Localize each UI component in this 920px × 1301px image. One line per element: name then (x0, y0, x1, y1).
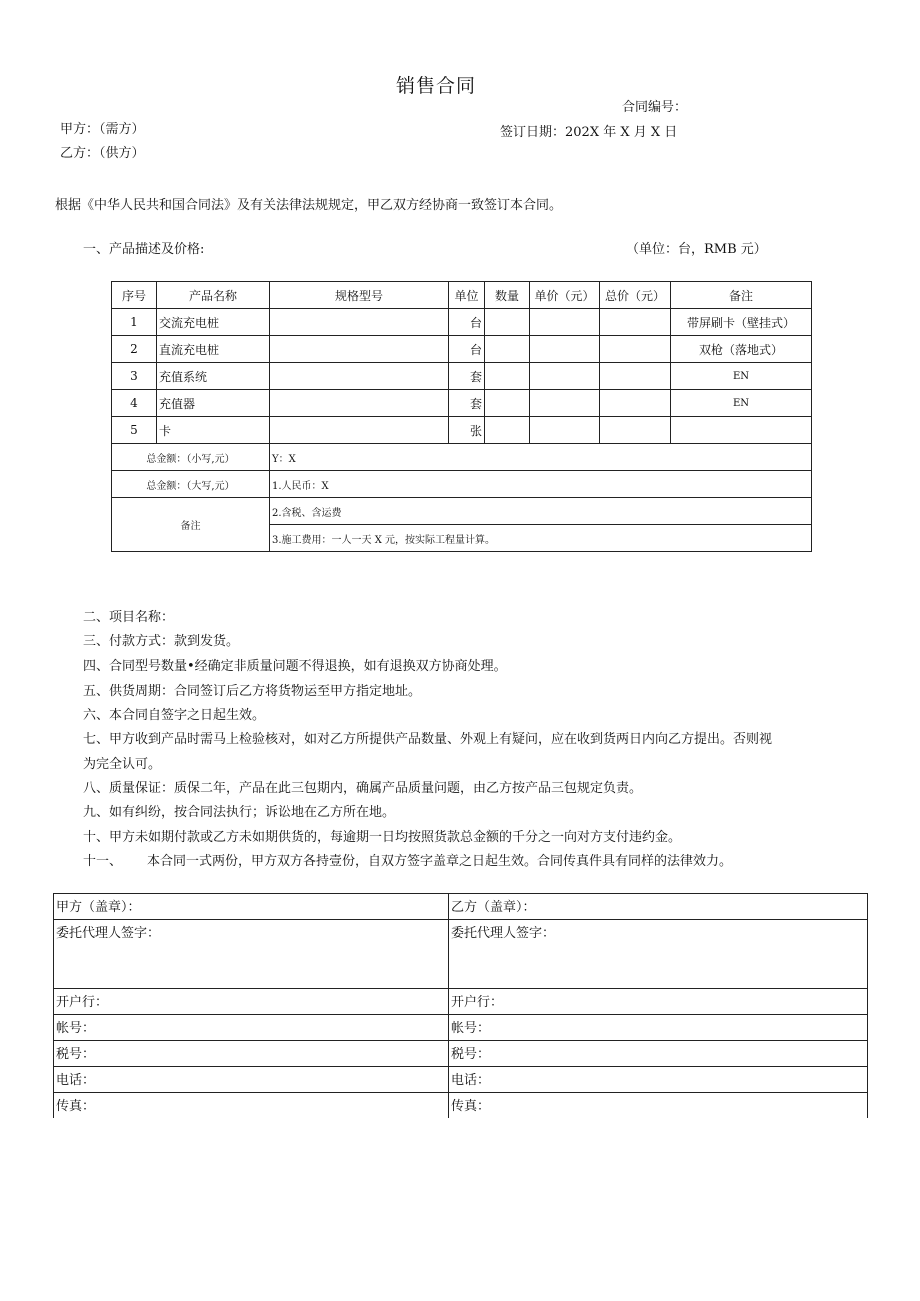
row-qty (485, 309, 530, 336)
header-name: 产品名称 (157, 282, 270, 309)
row-no: 1 (112, 309, 157, 336)
row-remark: EN (671, 363, 812, 390)
party-b-label: 乙方：（供方） (60, 146, 145, 161)
total-lower-value: Y：X (270, 444, 812, 471)
clause-6: 六、本合同自签字之日起生效。 (83, 708, 266, 723)
party-b-tax: 税号： (449, 1041, 868, 1067)
party-b-agent-signature: 委托代理人签字： (449, 920, 868, 989)
header-price: 单价（元） (530, 282, 600, 309)
party-a-tax: 税号： (54, 1041, 449, 1067)
intro-paragraph: 根据《中华人民共和国合同法》及有关法律法规规定，甲乙双方经协商一致签订本合同。 (55, 198, 563, 213)
party-a-fax: 传真： (54, 1093, 449, 1119)
table-row (112, 390, 812, 417)
party-b-seal: 乙方（盖章）： (449, 894, 868, 920)
table-row (112, 363, 812, 390)
section1-heading: 一、产品描述及价格: (83, 242, 205, 257)
row-unit: 台 (449, 309, 485, 336)
row-name: 交流充电桩 (157, 309, 270, 336)
row-spec (270, 336, 449, 363)
sign-date: 签订日期：202X 年 X 月 X 日 (500, 125, 678, 140)
table-header-row (112, 282, 812, 309)
row-no: 2 (112, 336, 157, 363)
remark-row (112, 498, 812, 525)
clause-7: 七、甲方收到产品时需马上检验核对，如对乙方所提供产品数量、外观上有疑问，应在收到货两日内向乙方提出。否则视 (83, 732, 773, 747)
clause-10: 十、甲方未如期付款或乙方未如期供货的，每逾期一日均按照货款总金额的千分之一向对方支付违约金。 (83, 830, 682, 845)
row-qty (485, 363, 530, 390)
product-table (111, 281, 812, 552)
party-a-label: 甲方：（需方） (60, 122, 145, 137)
row-price (530, 390, 600, 417)
clause-7-continued: 为完全认可。 (83, 757, 162, 772)
signature-table (53, 893, 868, 1118)
row-spec (270, 363, 449, 390)
header-spec: 规格型号 (270, 282, 449, 309)
clause-2: 二、项目名称： (83, 610, 175, 625)
unit-note: （单位：台，RMB 元） (626, 242, 767, 257)
row-name: 充值系统 (157, 363, 270, 390)
total-upper-row (112, 471, 812, 498)
header-no: 序号 (112, 282, 157, 309)
row-qty (485, 390, 530, 417)
total-upper-value: 1.人民币：X (270, 471, 812, 498)
total-lower-label: 总金额：（小写,元） (112, 444, 270, 471)
party-a-phone: 电话： (54, 1067, 449, 1093)
row-qty (485, 336, 530, 363)
party-a-agent-signature: 委托代理人签字： (54, 920, 449, 989)
clause-4: 四、合同型号数量•经确定非质量问题不得退换，如有退换双方协商处理。 (83, 659, 507, 674)
remark-line: 2.含税、含运费 (270, 498, 812, 525)
row-remark: 带屏刷卡（壁挂式） (671, 309, 812, 336)
contract-number-label: 合同编号： (622, 100, 688, 115)
party-b-account: 帐号： (449, 1015, 868, 1041)
page-title: 销售合同 (396, 75, 477, 97)
row-no: 3 (112, 363, 157, 390)
row-name: 直流充电桩 (157, 336, 270, 363)
header-unit: 单位 (449, 282, 485, 309)
remarks-label: 备注 (112, 498, 270, 552)
header-remark: 备注 (671, 282, 812, 309)
party-b-bank: 开户行： (449, 989, 868, 1015)
row-unit: 套 (449, 390, 485, 417)
row-unit: 张 (449, 417, 485, 444)
party-a-account: 帐号： (54, 1015, 449, 1041)
clause-5: 五、供货周期：合同签订后乙方将货物运至甲方指定地址。 (83, 684, 422, 699)
table-row (112, 417, 812, 444)
row-no: 5 (112, 417, 157, 444)
row-name: 卡 (157, 417, 270, 444)
row-remark: EN (671, 390, 812, 417)
total-upper-label: 总金额：（大写,元） (112, 471, 270, 498)
row-total (600, 363, 671, 390)
clause-3: 三、付款方式：款到发货。 (83, 634, 240, 649)
row-name: 充值器 (157, 390, 270, 417)
row-total (600, 417, 671, 444)
row-spec (270, 390, 449, 417)
party-a-bank: 开户行： (54, 989, 449, 1015)
row-price (530, 363, 600, 390)
clause-9: 九、如有纠纷，按合同法执行；诉讼地在乙方所在地。 (83, 805, 396, 820)
row-unit: 套 (449, 363, 485, 390)
row-total (600, 309, 671, 336)
row-no: 4 (112, 390, 157, 417)
row-qty (485, 417, 530, 444)
party-b-phone: 电话： (449, 1067, 868, 1093)
header-total: 总价（元） (600, 282, 671, 309)
row-unit: 台 (449, 336, 485, 363)
row-total (600, 336, 671, 363)
row-price (530, 417, 600, 444)
row-total (600, 390, 671, 417)
row-remark: 双枪（落地式） (671, 336, 812, 363)
header-qty: 数量 (485, 282, 530, 309)
party-a-seal: 甲方（盖章）： (54, 894, 449, 920)
row-remark (671, 417, 812, 444)
clause-8: 八、质量保证：质保二年，产品在此三包期内，确属产品质量问题，由乙方按产品三包规定负责。 (83, 781, 643, 796)
party-b-fax: 传真： (449, 1093, 868, 1119)
table-row (112, 336, 812, 363)
table-row (112, 309, 812, 336)
row-spec (270, 309, 449, 336)
row-price (530, 336, 600, 363)
row-spec (270, 417, 449, 444)
row-price (530, 309, 600, 336)
clause-11-text: 本合同一式两份，甲方双方各持壹份，自双方签字盖章之日起生效。合同传真件具有同样的法律效力。 (147, 854, 733, 869)
clause-11-number: 十一、 (83, 854, 123, 869)
remark-line: 3.施工费用：一人一天 X 元，按实际工程量计算。 (270, 525, 812, 552)
total-lower-row (112, 444, 812, 471)
